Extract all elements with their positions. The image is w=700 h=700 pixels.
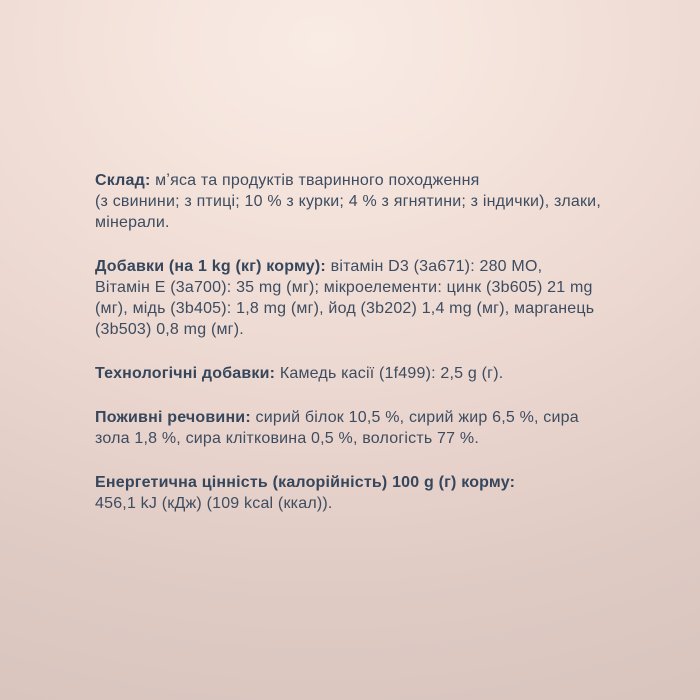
nutrients-text: сирий білок 10,5 %, сирий жир 6,5 %, сира (250, 409, 579, 426)
text-line (95, 493, 640, 514)
nutrients-section (95, 407, 640, 449)
technological-additives-text: Камедь касії (1f499): 2,5 g (г). (275, 365, 504, 382)
ingredient-label-text (95, 170, 640, 537)
additives-heading: Добавки (на 1 kg (кг) корму): (95, 258, 326, 275)
text-line (95, 428, 640, 449)
energy-value-text: 456,1 kJ (кДж) (109 kcal (ккал)). (95, 495, 333, 512)
text-line (95, 363, 640, 384)
text-line (95, 277, 640, 298)
energy-value-section (95, 472, 640, 514)
nutrients-text: зола 1,8 %, сира клітковина 0,5 %, вологість 77 %. (95, 430, 479, 447)
text-line (95, 472, 640, 493)
text-line (95, 256, 640, 277)
technological-additives-section (95, 363, 640, 384)
additives-text: вітамін D3 (3а671): 280 МО, (325, 258, 543, 275)
additives-text: (3b503) 0,8 mg (мг). (95, 321, 244, 338)
additives-text: (мг), мідь (3b405): 1,8 mg (мг), йод (3b202) 1,4 mg (мг), марганець (95, 300, 595, 317)
text-line (95, 407, 640, 428)
technological-additives-heading: Технологічні добавки: (95, 365, 276, 382)
composition-heading: Склад: (95, 172, 151, 189)
text-line (95, 191, 640, 212)
text-line (95, 212, 640, 233)
composition-text: мʼяса та продуктів тваринного походження (150, 172, 480, 189)
energy-value-heading: Енергетична цінність (калорійність) 100 g (г) корму: (95, 474, 516, 491)
text-line (95, 298, 640, 319)
composition-text: мінерали. (95, 214, 170, 231)
text-line (95, 170, 640, 191)
composition-text: (з свинини; з птиці; 10 % з курки; 4 % з ягнятини; з індички), злаки, (95, 193, 601, 210)
composition-section (95, 170, 640, 233)
additives-text: Вітамін Е (3а700): 35 mg (мг); мікроелементи: цинк (3b605) 21 mg (95, 279, 593, 296)
text-line (95, 319, 640, 340)
additives-section (95, 256, 640, 340)
nutrients-heading: Поживні речовини: (95, 409, 251, 426)
